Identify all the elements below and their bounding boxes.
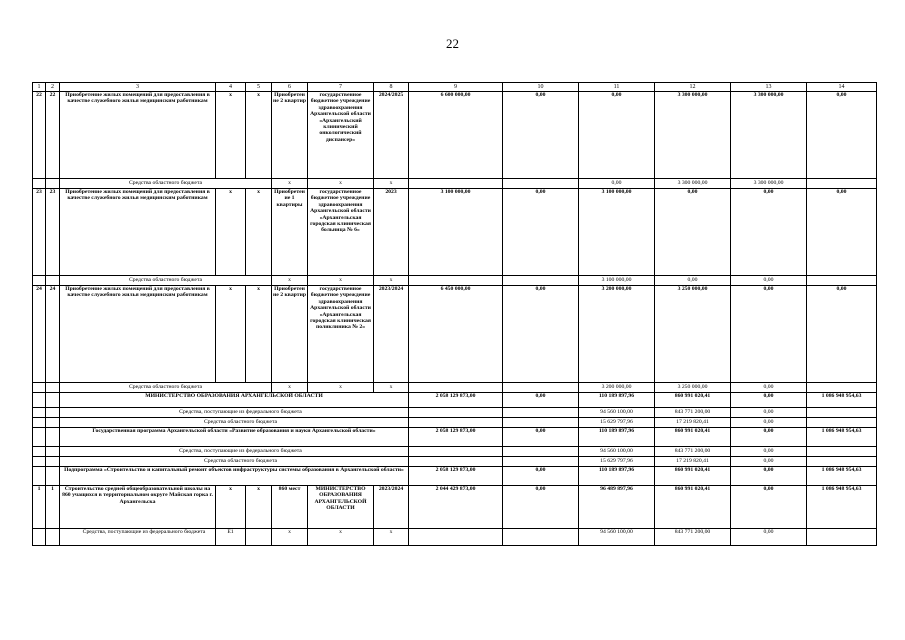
amount: 0,00: [807, 286, 877, 383]
amount: 3 300 000,00: [731, 179, 807, 189]
amount: 3 250 000,00: [655, 383, 731, 393]
col-number: 14: [807, 83, 877, 92]
amount: 0,00: [731, 457, 807, 467]
col-number: 13: [731, 83, 807, 92]
total-amount: 2 058 129 873,00: [409, 393, 503, 408]
funding-source-label: Средства областного бюджета: [60, 457, 409, 467]
amount: 110 189 897,96: [579, 467, 655, 486]
amount: 94 560 100,00: [579, 529, 655, 546]
cell: x: [308, 529, 374, 546]
amount: 3 200 000,00: [579, 383, 655, 393]
row-number: 24: [46, 286, 60, 383]
row-number: 1: [33, 486, 46, 529]
cell: x: [246, 486, 272, 529]
col-number: 10: [503, 83, 579, 92]
cell: x: [374, 179, 409, 189]
amount: 0,00: [731, 383, 807, 393]
col-number: 11: [579, 83, 655, 92]
cell: x: [216, 486, 246, 529]
funding-source-row: [33, 383, 877, 393]
amount: 0,00: [503, 92, 579, 179]
period: 2023/2024: [374, 286, 409, 383]
funding-source-label: Средства областного бюджета: [60, 276, 272, 286]
amount: 0,00: [731, 467, 807, 486]
amount: 0,00: [579, 92, 655, 179]
col-number: 8: [374, 83, 409, 92]
amount: 3 250 000,00: [655, 286, 731, 383]
col-number: 1: [33, 83, 46, 92]
cell: x: [216, 92, 246, 179]
amount: 110 189 897,96: [579, 393, 655, 408]
amount: 860 991 020,41: [655, 393, 731, 408]
amount: 0,00: [731, 393, 807, 408]
amount: 17 219 820,41: [655, 457, 731, 467]
cell: x: [246, 286, 272, 383]
customer: государственное бюджетное учреждение здравоохранения Архангельской области «Архангельская городская клиническая поликлиника № 2»: [308, 286, 374, 383]
amount: 3 300 000,00: [655, 92, 731, 179]
cell: x: [308, 276, 374, 286]
amount: 110 189 897,96: [579, 428, 655, 447]
capacity: Приобретен ие 1 квартиры: [272, 189, 308, 276]
cell: x: [308, 383, 374, 393]
amount: 0,00: [503, 286, 579, 383]
amount: 0,00: [731, 486, 807, 529]
col-number: 4: [216, 83, 246, 92]
amount: 0,00: [731, 286, 807, 383]
col-number: 5: [246, 83, 272, 92]
amount: 0,00: [503, 189, 579, 276]
project-name: Приобретение жилых помещений для предоставления в качестве служебного жилья медицинским работникам: [60, 286, 216, 383]
capacity: Приобретен не 2 квартир: [272, 286, 308, 383]
cell: x: [374, 529, 409, 546]
funding-source-row: [33, 457, 877, 467]
project-name: Приобретение жилых помещений для предоставления в качестве служебного жилья медицинским работникам: [60, 92, 216, 179]
amount: 3 300 000,00: [655, 179, 731, 189]
budget-table: [32, 82, 877, 546]
funding-source-label: Средства областного бюджета: [60, 179, 272, 189]
amount: 0,00: [731, 529, 807, 546]
col-number: 2: [46, 83, 60, 92]
col-number: 6: [272, 83, 308, 92]
project-row: [33, 92, 877, 179]
funding-source-row: [33, 276, 877, 286]
row-number: 22: [46, 92, 60, 179]
row-number: 1: [46, 486, 60, 529]
amount: 0,00: [731, 428, 807, 447]
period: 2024/2025: [374, 92, 409, 179]
cell: E1: [216, 529, 246, 546]
amount: 0,00: [731, 276, 807, 286]
customer: государственное бюджетное учреждение здравоохранения Архангельской области «Архангельская городская клиническая больница № 6»: [308, 189, 374, 276]
funding-source-label: Средства областного бюджета: [60, 383, 272, 393]
amount: 94 560 100,00: [579, 447, 655, 457]
total-amount: 2 058 129 873,00: [409, 428, 503, 447]
customer: МИНИСТЕРСТВО ОБРАЗОВАНИЯ АРХАНГЕЛЬСКОЙ ОБЛАСТИ: [308, 486, 374, 529]
total-amount: 6 450 000,00: [409, 286, 503, 383]
ministry-label: МИНИСТЕРСТВО ОБРАЗОВАНИЯ АРХАНГЕЛЬСКОЙ ОБЛАСТИ: [60, 393, 409, 408]
project-row: [33, 486, 877, 529]
amount: 15 629 797,96: [579, 457, 655, 467]
amount: 860 991 020,41: [655, 486, 731, 529]
amount: 3 100 000,00: [579, 189, 655, 276]
program-row: [33, 428, 877, 447]
row-number: 22: [33, 92, 46, 179]
amount: 0,00: [655, 189, 731, 276]
total-amount: 6 600 000,00: [409, 92, 503, 179]
amount: 17 219 820,41: [655, 418, 731, 428]
amount: 0,00: [503, 393, 579, 408]
funding-source-row: [33, 408, 877, 418]
funding-source-label: Средства, поступающие из федерального бюджета: [60, 408, 409, 418]
cell: x: [246, 189, 272, 276]
cell: x: [216, 189, 246, 276]
ministry-row: [33, 393, 877, 408]
period: 2023: [374, 189, 409, 276]
amount: 0,00: [731, 189, 807, 276]
amount: 15 629 797,96: [579, 418, 655, 428]
amount: 3 100 000,00: [579, 276, 655, 286]
column-number-row: [33, 83, 877, 92]
amount: 0,00: [503, 486, 579, 529]
cell: x: [272, 179, 308, 189]
project-row: [33, 189, 877, 276]
funding-source-row: [33, 418, 877, 428]
row-number: 23: [33, 189, 46, 276]
amount: 0,00: [731, 418, 807, 428]
row-number: 23: [46, 189, 60, 276]
amount: 3 300 000,00: [731, 92, 807, 179]
amount: 1 086 948 954,63: [807, 428, 877, 447]
amount: 0,00: [731, 447, 807, 457]
funding-source-row: [33, 447, 877, 457]
cell: x: [272, 276, 308, 286]
amount: 94 560 100,00: [579, 408, 655, 418]
cell: x: [216, 286, 246, 383]
funding-source-row: [33, 529, 877, 546]
amount: 843 771 200,00: [655, 529, 731, 546]
amount: 1 086 948 954,63: [807, 467, 877, 486]
amount: 0,00: [731, 408, 807, 418]
col-number: 7: [308, 83, 374, 92]
total-amount: 3 100 000,00: [409, 189, 503, 276]
project-name: Строительство средней общеобразовательной школы на 860 учащихся в территориальном округе Майская горка г. Архангельска: [60, 486, 216, 529]
amount: 0,00: [503, 428, 579, 447]
cell: x: [374, 276, 409, 286]
subprogram-row: [33, 467, 877, 486]
capacity: 860 мест: [272, 486, 308, 529]
cell: x: [246, 92, 272, 179]
amount: 843 771 200,00: [655, 408, 731, 418]
total-amount: 2 058 129 873,00: [409, 467, 503, 486]
project-row: [33, 286, 877, 383]
cell: x: [308, 179, 374, 189]
amount: 0,00: [807, 92, 877, 179]
cell: x: [272, 383, 308, 393]
amount: 0,00: [503, 467, 579, 486]
page-number: 22: [446, 36, 459, 51]
amount: 0,00: [655, 276, 731, 286]
amount: 3 200 000,00: [579, 286, 655, 383]
program-label: Государственная программа Архангельской области «Развитие образования и науки Архангельской области»: [60, 428, 409, 447]
amount: 860 991 020,41: [655, 428, 731, 447]
amount: 96 489 897,96: [579, 486, 655, 529]
cell: x: [272, 529, 308, 546]
funding-source-row: [33, 179, 877, 189]
amount: 843 771 200,00: [655, 447, 731, 457]
col-number: 3: [60, 83, 216, 92]
amount: 0,00: [579, 179, 655, 189]
col-number: 12: [655, 83, 731, 92]
row-number: 24: [33, 286, 46, 383]
amount: 0,00: [807, 189, 877, 276]
amount: 860 991 020,41: [655, 467, 731, 486]
cell: x: [374, 383, 409, 393]
funding-source-label: Средства областного бюджета: [60, 418, 409, 428]
project-name: Приобретение жилых помещений для предоставления в качестве служебного жилья медицинским работникам: [60, 189, 216, 276]
total-amount: 2 044 429 873,00: [409, 486, 503, 529]
col-number: 9: [409, 83, 503, 92]
amount: 1 086 948 954,63: [807, 486, 877, 529]
capacity: Приобретен не 2 квартир: [272, 92, 308, 179]
funding-source-label: Средства, поступающие из федерального бюджета: [60, 447, 409, 457]
funding-source-label: Средства, поступающие из федерального бюджета: [60, 529, 216, 546]
amount: 1 086 948 954,63: [807, 393, 877, 408]
subprogram-label: Подпрограмма «Строительство и капитальный ремонт объектов инфраструктуры системы образования в Архангельской области»: [60, 467, 409, 486]
period: 2023/2024: [374, 486, 409, 529]
customer: государственное бюджетное учреждение здравоохранения Архангельской области «Архангельский клинический онкологический диспансер»: [308, 92, 374, 179]
